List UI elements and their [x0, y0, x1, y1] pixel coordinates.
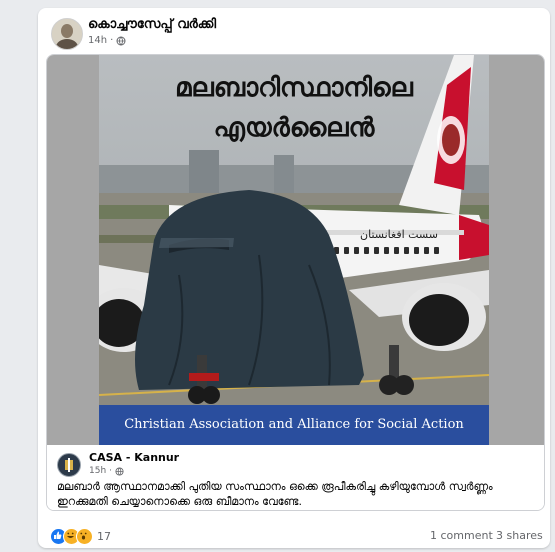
poster-banner: Christian Association and Alliance for Social Action [99, 405, 489, 445]
shared-post-footer [47, 445, 544, 510]
casa-avatar[interactable] [57, 453, 81, 477]
reactions-count[interactable]: 17 [97, 530, 111, 543]
shared-post-time[interactable]: 15h [89, 466, 107, 476]
plane-livery-text: سست افغانستان [360, 228, 438, 241]
shared-author-name[interactable]: CASA - Kannur [89, 451, 180, 464]
reactions-summary[interactable] [50, 528, 111, 545]
engagement-bar [38, 524, 550, 548]
shared-post[interactable] [46, 54, 545, 511]
shared-post-meta [89, 466, 124, 476]
shares-count[interactable]: 3 shares [496, 529, 543, 542]
comments-count[interactable]: 1 comment [430, 529, 493, 542]
post-author-name[interactable]: കൊച്ചൗസേപ്പ് വർക്കി [88, 17, 217, 32]
shared-image-area[interactable] [47, 55, 544, 445]
poster-title-line1: മലബാറിസ്ഥാനിലെ [175, 73, 413, 103]
dot-separator: · [109, 466, 113, 476]
post-time[interactable]: 14h [88, 35, 108, 46]
wow-reaction-icon [76, 528, 93, 545]
post-meta [88, 35, 126, 46]
dot-separator: · [110, 35, 114, 46]
globe-icon [116, 36, 126, 46]
shared-post-caption: മലബാർ ആസ്ഥാനമാക്കി പുതിയ സംസ്ഥാനം ഒക്കെ രൂപീകരിച്ചു കഴിയുമ്പോൾ സ്വർണ്ണം ഇറക്കുമതി ചെയ്യാനൊക്കെ ഒരു ബീമാനം വേണ്ടേ. [57, 480, 493, 508]
poster-image[interactable] [99, 55, 489, 445]
globe-icon [115, 467, 124, 476]
post-card [38, 8, 550, 548]
author-avatar[interactable] [51, 18, 83, 50]
poster-title-line2: എയർലൈൻ [213, 113, 375, 143]
